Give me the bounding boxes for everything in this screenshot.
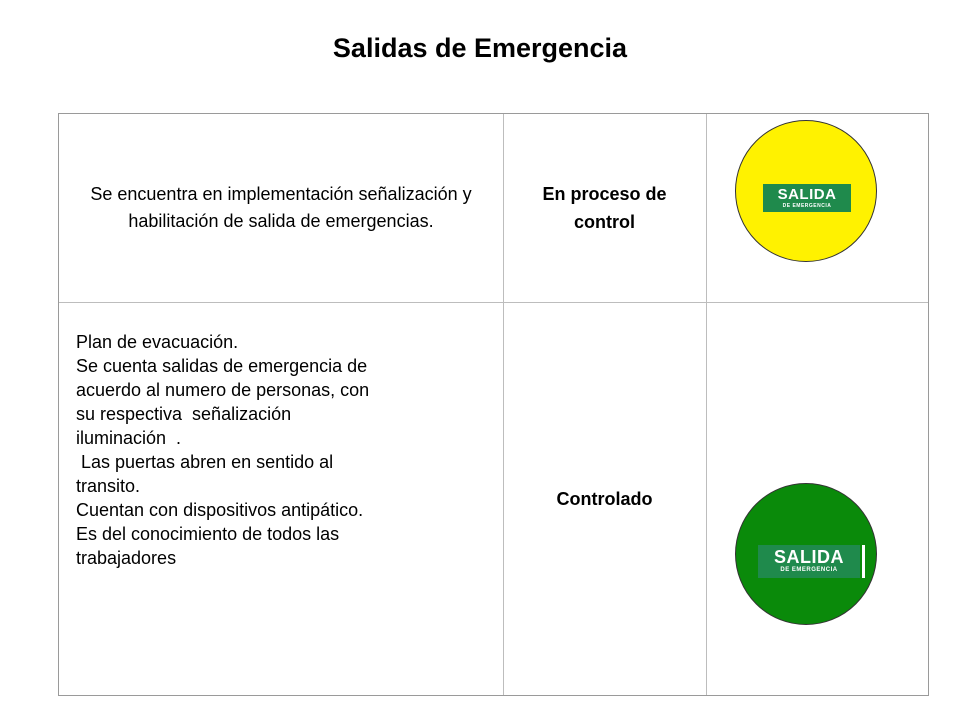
sign-text: SALIDA — [774, 547, 844, 567]
status-light-green — [735, 483, 877, 625]
row-2-description-line: Se cuenta salidas de emergencia de — [76, 356, 368, 376]
row-2-status-cell — [503, 302, 706, 697]
row-2-description-line: acuerdo al numero de personas, con — [76, 380, 370, 400]
row-2-description-line: iluminación . — [76, 428, 182, 448]
row-2-description-line: su respectiva señalización — [76, 404, 292, 424]
status-table — [58, 113, 929, 696]
row-2-description-line: Las puertas abren en sentido al — [76, 452, 334, 472]
row-2-description-line: transito. — [76, 476, 141, 496]
status-light-yellow — [735, 120, 877, 262]
row-1-status-cell — [503, 114, 706, 302]
row-2-description-line: Cuentan con dispositivos antipático. — [76, 500, 364, 520]
page-title: Salidas de Emergencia — [332, 33, 628, 63]
sign-subtext: DE EMERGENCIA — [782, 203, 832, 209]
row-1-status: En proceso de control — [542, 184, 667, 232]
sign-text: SALIDA — [777, 186, 837, 203]
row-1-description: Se encuentra en implementación señalización y habilitación de salida de emergencias. — [90, 184, 472, 231]
row-2-description-line: Plan de evacuación. — [76, 332, 239, 352]
emergency-exit-sign-icon — [763, 184, 851, 212]
sign-subtext: DE EMERGENCIA — [780, 567, 838, 573]
row-2-description-line: Es del conocimiento de todos las — [76, 524, 340, 544]
emergency-exit-sign-icon — [758, 545, 860, 578]
row-1-description-cell — [59, 114, 503, 302]
row-2-description-cell — [59, 302, 503, 697]
row-2-status: Controlado — [556, 489, 653, 509]
column-divider — [706, 114, 707, 695]
row-2-description-line: trabajadores — [76, 548, 177, 568]
